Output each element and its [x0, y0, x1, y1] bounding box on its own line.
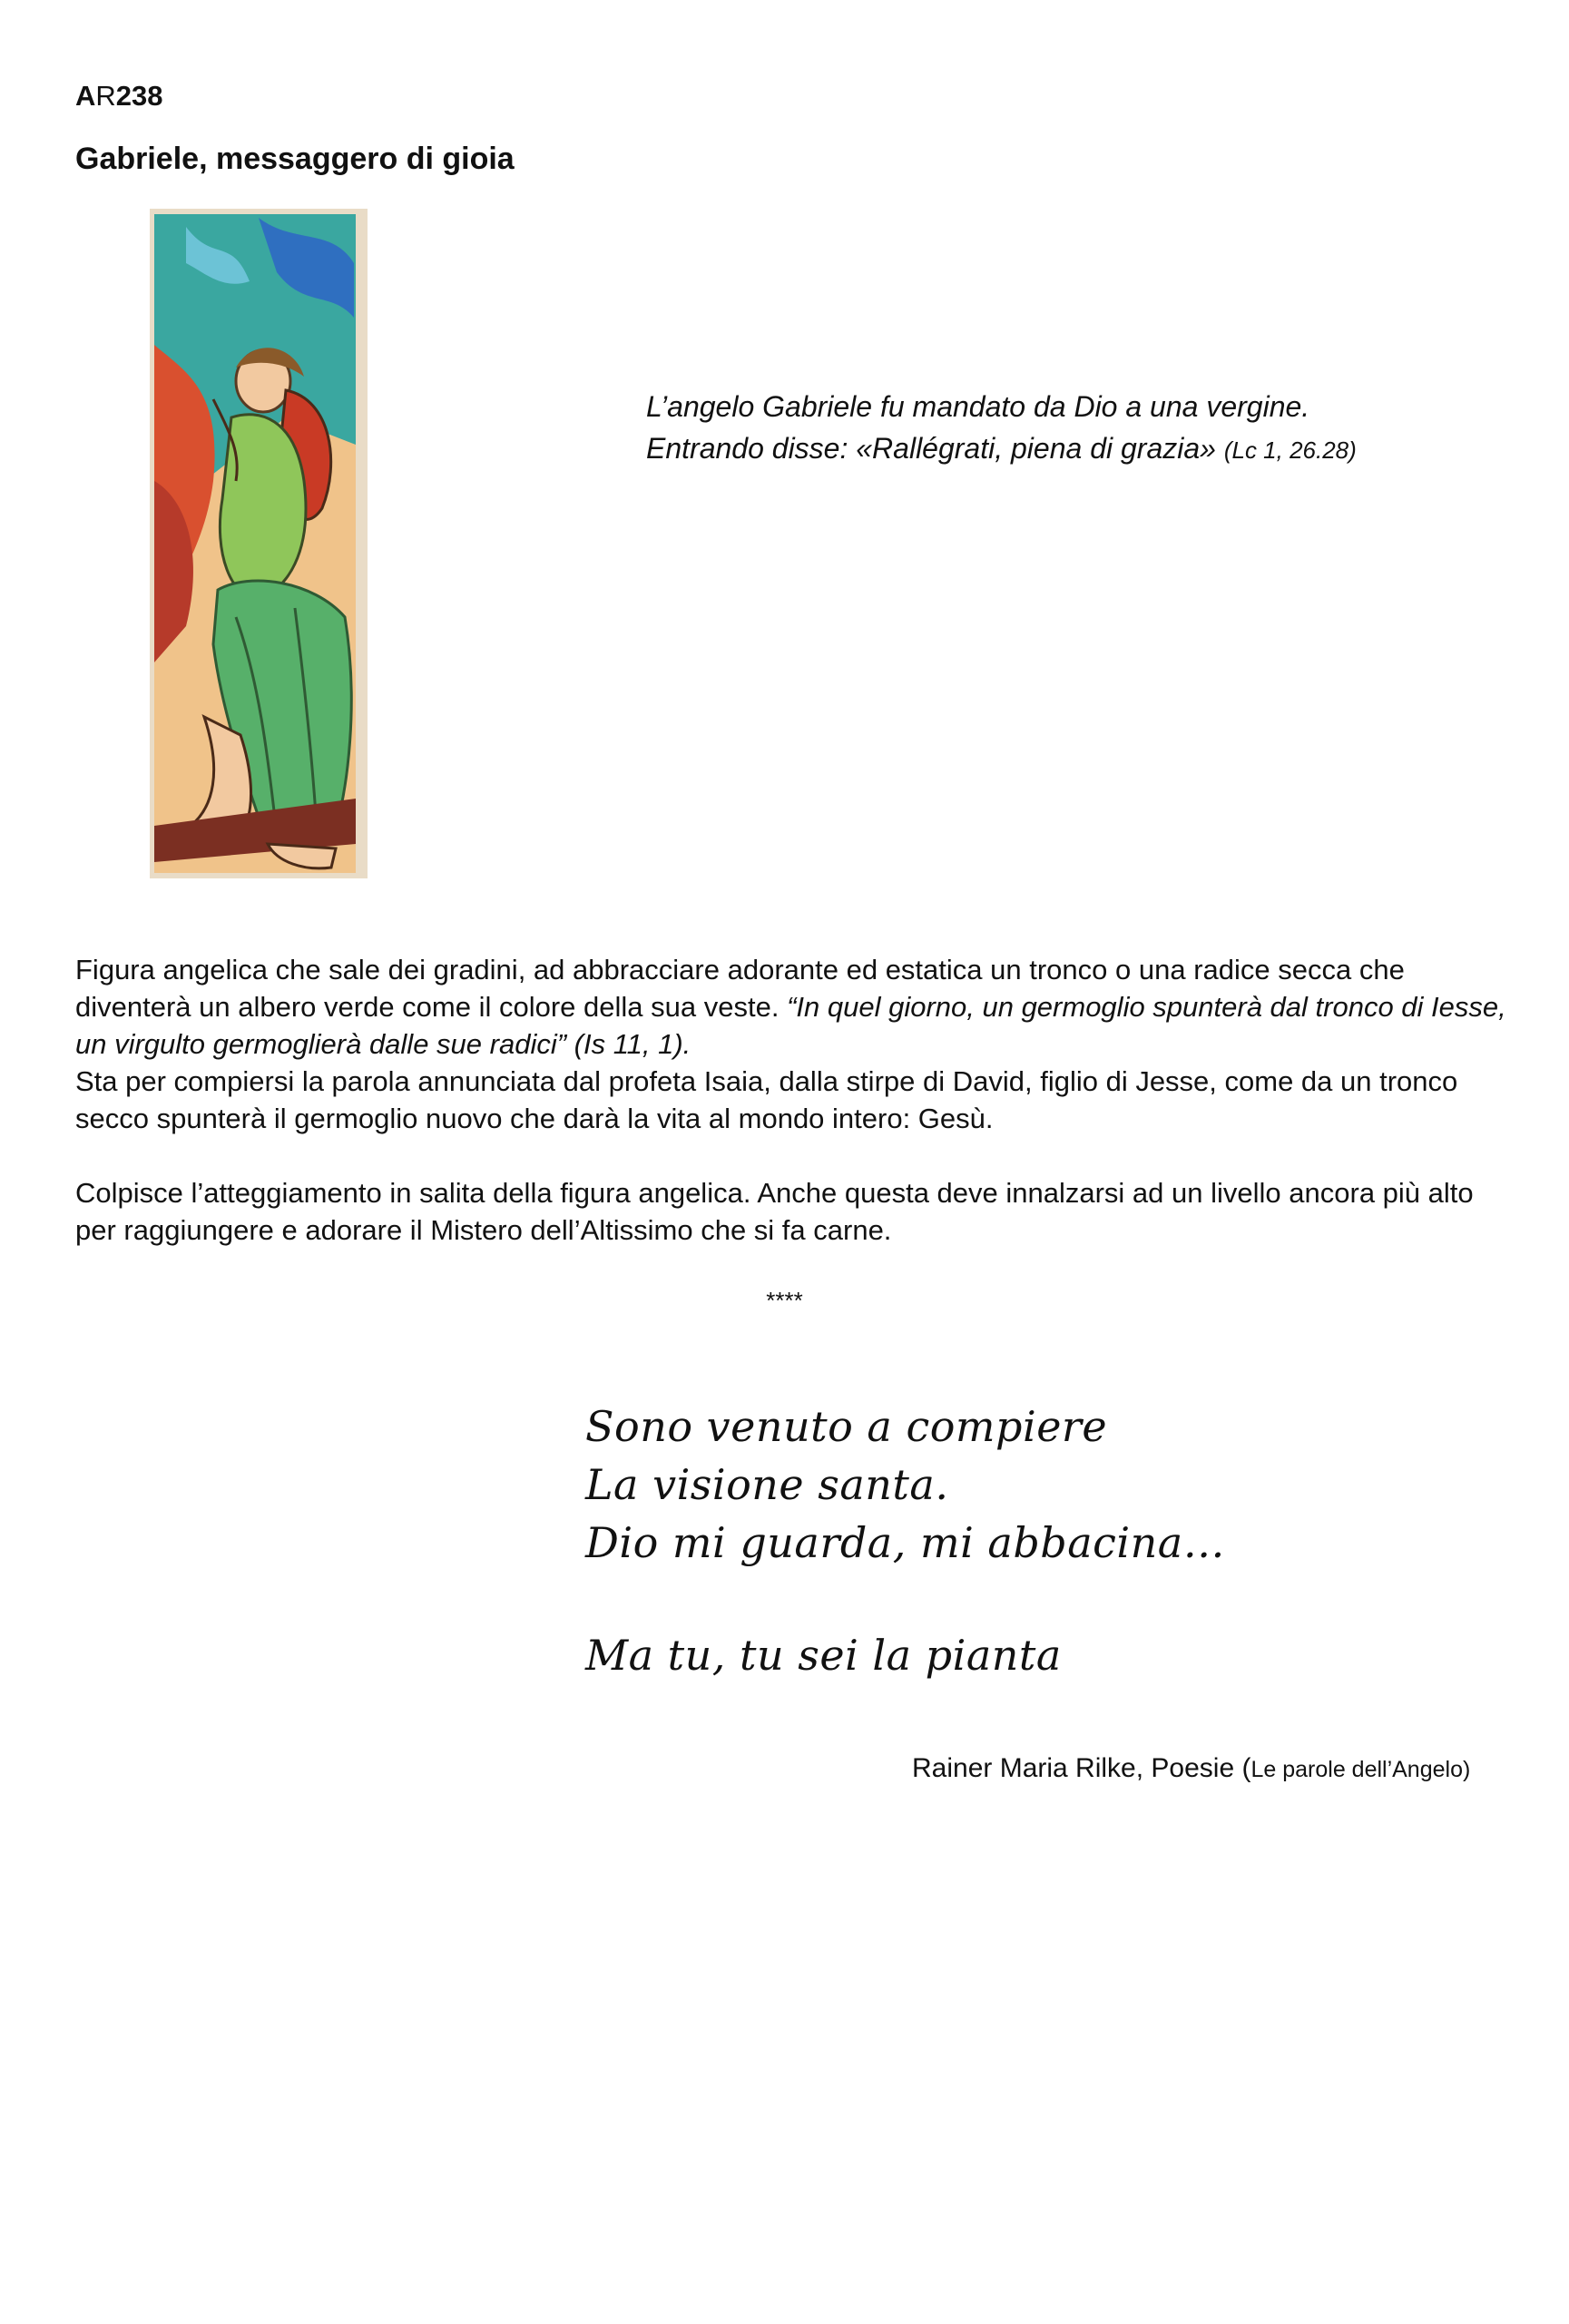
quote-reference: (Lc 1, 26.28): [1223, 436, 1357, 464]
paragraph-1-text: Figura angelica che sale dei gradini, ad abbracciare adorante ed estatica un tronco o una radice secca che diventerà un albero verde come il colore della sua veste.: [75, 954, 1405, 1023]
attribution-author: Rainer Maria Rilke, Poesie (: [912, 1753, 1251, 1783]
isaiah-quote: “In quel giorno, un germoglio spunterà dal tronco di Iesse, un virgulto germoglierà dalle sue radici” (Is 11, 1).: [75, 991, 1506, 1060]
angel-painting-image: [150, 209, 368, 878]
commentary-paragraph-2: Sta per compiersi la parola annunciata dal profeta Isaia, dalla stirpe di David, figlio di Jesse, come da un tronco secco spunterà il germoglio nuovo che darà la vita al mondo intero: Gesù.: [75, 1065, 1458, 1134]
bible-quote: [646, 386, 1357, 471]
quote-line-1: L’angelo Gabriele fu mandato da Dio a una vergine.: [646, 390, 1310, 423]
commentary-paragraph-1: [75, 951, 1509, 1063]
poem-attribution: [912, 1753, 1470, 1784]
poem: [585, 1397, 1225, 1684]
quote-line-2-text: Entrando disse: «Rallégrati, piena di grazia»: [646, 432, 1216, 465]
commentary-paragraph-3: Colpisce l’atteggiamento in salita della figura angelica. Anche questa deve innalzarsi ad un livello ancora più alto per raggiungere e adorare il Mistero dell’Altissimo che si fa carne.: [75, 1177, 1474, 1246]
poem-line-4: Ma tu, tu sei la pianta: [585, 1631, 1062, 1680]
code-bold-letter: A: [75, 80, 96, 112]
quote-line-2: [646, 427, 1357, 471]
poem-line-1: Sono venuto a compiere: [585, 1402, 1108, 1451]
code-number: 238: [115, 80, 163, 112]
document-code: [75, 80, 163, 113]
commentary: [75, 951, 1509, 1249]
code-regular-letter: R: [95, 80, 116, 112]
poem-line-2: La visione santa.: [585, 1460, 949, 1509]
poem-line-3: Dio mi guarda, mi abbacina…: [585, 1518, 1226, 1567]
attribution-source: Le parole dell’Angelo): [1250, 1757, 1471, 1782]
section-separator: ****: [766, 1287, 803, 1314]
angel-painting-illustration: [150, 209, 368, 878]
page-title: Gabriele, messaggero di gioia: [75, 142, 515, 176]
